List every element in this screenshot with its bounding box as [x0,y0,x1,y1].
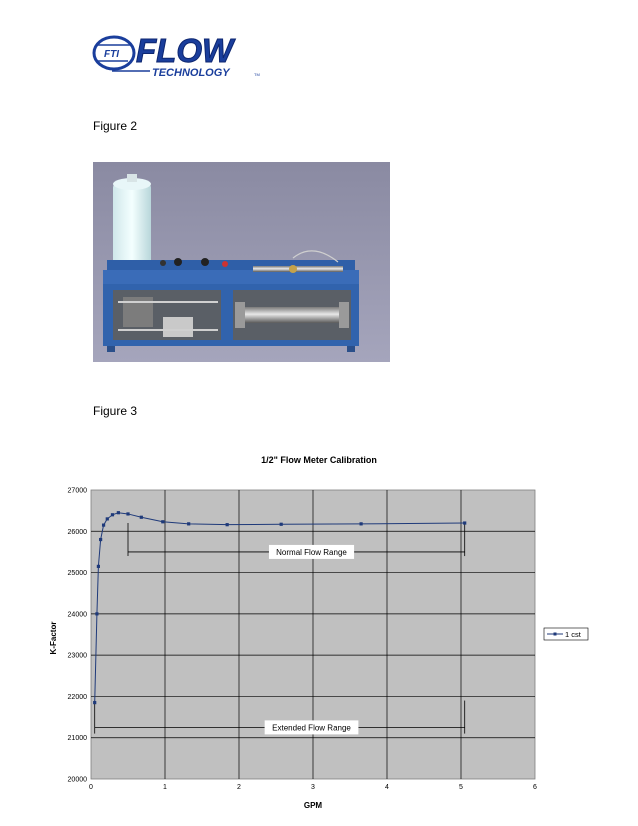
calibration-rig-photo [93,162,390,362]
data-point [99,538,102,541]
logo-tm: TM [254,72,260,77]
y-tick-label: 24000 [67,611,87,619]
x-axis-title: GPM [303,801,323,810]
legend [544,628,588,640]
data-point [117,511,120,514]
y-tick-label: 25000 [67,570,87,578]
data-point [161,520,164,523]
data-point [106,517,109,520]
x-tick-label: 0 [89,784,93,791]
logo-sub: TECHNOLOGY [152,67,230,79]
legend-marker [554,633,557,636]
data-point [93,701,96,704]
figure-3-label: Figure 3 [93,404,138,418]
range-label: Normal Flow Range [276,547,347,557]
data-point [187,522,190,525]
data-point [360,522,363,525]
chart-title: 1/2" Flow Meter Calibration [261,455,377,465]
data-point [111,513,114,516]
data-point [102,523,105,526]
y-tick-label: 23000 [67,652,87,660]
data-point [95,612,98,615]
calibration-chart [40,478,600,813]
logo-brand: FLOW [136,32,234,69]
flow-technology-logo [92,30,274,80]
logo-badge: FTI [104,49,119,60]
range-label: Extended Flow Range [272,723,351,733]
x-tick-label: 3 [311,784,315,791]
data-point [463,521,466,524]
figure-2-label: Figure 2 [93,119,138,133]
legend-label: 1 cst [565,630,581,639]
y-tick-label: 21000 [67,735,87,743]
data-point [280,523,283,526]
x-tick-label: 4 [385,784,389,791]
y-tick-label: 22000 [67,693,87,701]
x-tick-label: 5 [459,784,463,791]
data-point [97,565,100,568]
data-point [126,512,129,515]
data-point [226,523,229,526]
y-tick-label: 26000 [67,528,87,536]
y-tick-label: 27000 [67,487,87,495]
x-tick-label: 1 [163,784,167,791]
x-tick-label: 6 [533,784,537,791]
y-tick-label: 20000 [67,776,87,784]
y-axis-title: K-Factor [49,621,58,655]
x-tick-label: 2 [237,784,241,791]
data-point [140,516,143,519]
